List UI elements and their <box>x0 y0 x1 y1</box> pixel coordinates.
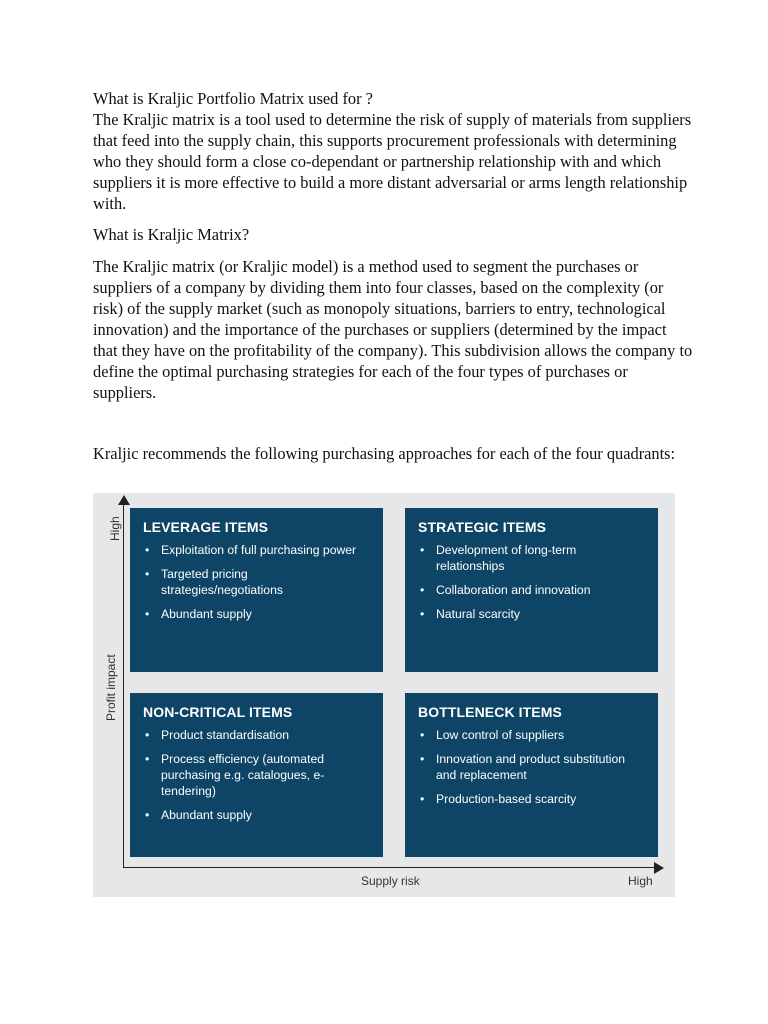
y-axis-high-label: High <box>108 516 122 541</box>
quadrant-list <box>143 727 373 823</box>
x-axis-high-label: High <box>628 874 653 888</box>
answer-1-text: The Kraljic matrix is a tool used to determine the risk of supply of materials from suppliers that feed into the supply chain, this supports procurement professionals with determining who they should form a close co-dependant or partnership relationship with and which suppliers it is more effective to build a more distant adversarial or arms length relationship with. <box>93 110 692 213</box>
question-heading-1 <box>93 88 693 214</box>
quadrant-list <box>418 542 648 622</box>
list-item: • Natural scarcity <box>418 606 648 622</box>
quadrant-title: LEVERAGE ITEMS <box>143 519 269 535</box>
list-item: • Innovation and product substitution and replacement <box>418 751 648 783</box>
y-axis-arrow-icon <box>118 495 130 505</box>
list-item: • Abundant supply <box>143 807 373 823</box>
list-item: • Exploitation of full purchasing power <box>143 542 373 558</box>
list-item: • Development of long-term relationships <box>418 542 648 574</box>
list-item: • Abundant supply <box>143 606 373 622</box>
quadrant-bottleneck-items <box>405 693 658 857</box>
list-item: • Collaboration and innovation <box>418 582 648 598</box>
x-axis-line <box>123 867 655 868</box>
quadrant-title: BOTTLENECK ITEMS <box>418 704 562 720</box>
quadrant-strategic-items <box>405 508 658 672</box>
list-item: • Product standardisation <box>143 727 373 743</box>
question-1-text: What is Kraljic Portfolio Matrix used for ? <box>93 89 373 108</box>
quadrant-title: STRATEGIC ITEMS <box>418 519 547 535</box>
list-item: • Targeted pricing strategies/negotiations <box>143 566 373 598</box>
y-axis-line <box>123 503 124 867</box>
list-item: • Process efficiency (automated purchasing e.g. catalogues, e-tendering) <box>143 751 373 799</box>
list-item: • Low control of suppliers <box>418 727 648 743</box>
quadrant-title: NON-CRITICAL ITEMS <box>143 704 293 720</box>
y-axis-label: Profit impact <box>104 654 118 721</box>
quadrant-leverage-items <box>130 508 383 672</box>
list-item: • Production-based scarcity <box>418 791 648 807</box>
kraljic-matrix-figure <box>93 493 675 897</box>
quadrant-non-critical-items <box>130 693 383 857</box>
x-axis-arrow-icon <box>654 862 664 874</box>
quadrant-list <box>143 542 373 622</box>
figure-intro-paragraph: Kraljic recommends the following purchasing approaches for each of the four quadrants: <box>93 444 676 463</box>
quadrant-list <box>418 727 648 807</box>
question-heading-2: What is Kraljic Matrix? <box>93 225 250 244</box>
x-axis-label: Supply risk <box>361 874 420 888</box>
answer-2-paragraph: The Kraljic matrix (or Kraljic model) is a method used to segment the purchases or suppliers of a company by dividing them into four classes, based on the complexity (or risk) of the supply market (such as monopoly situations, barriers to entry, technological innovation) and the importance of the purchases or suppliers (determined by the impact that they have on the profitability of the company). This subdivision allows the company to define the optimal purchasing strategies for each of the four types of purchases or suppliers. <box>93 257 693 402</box>
